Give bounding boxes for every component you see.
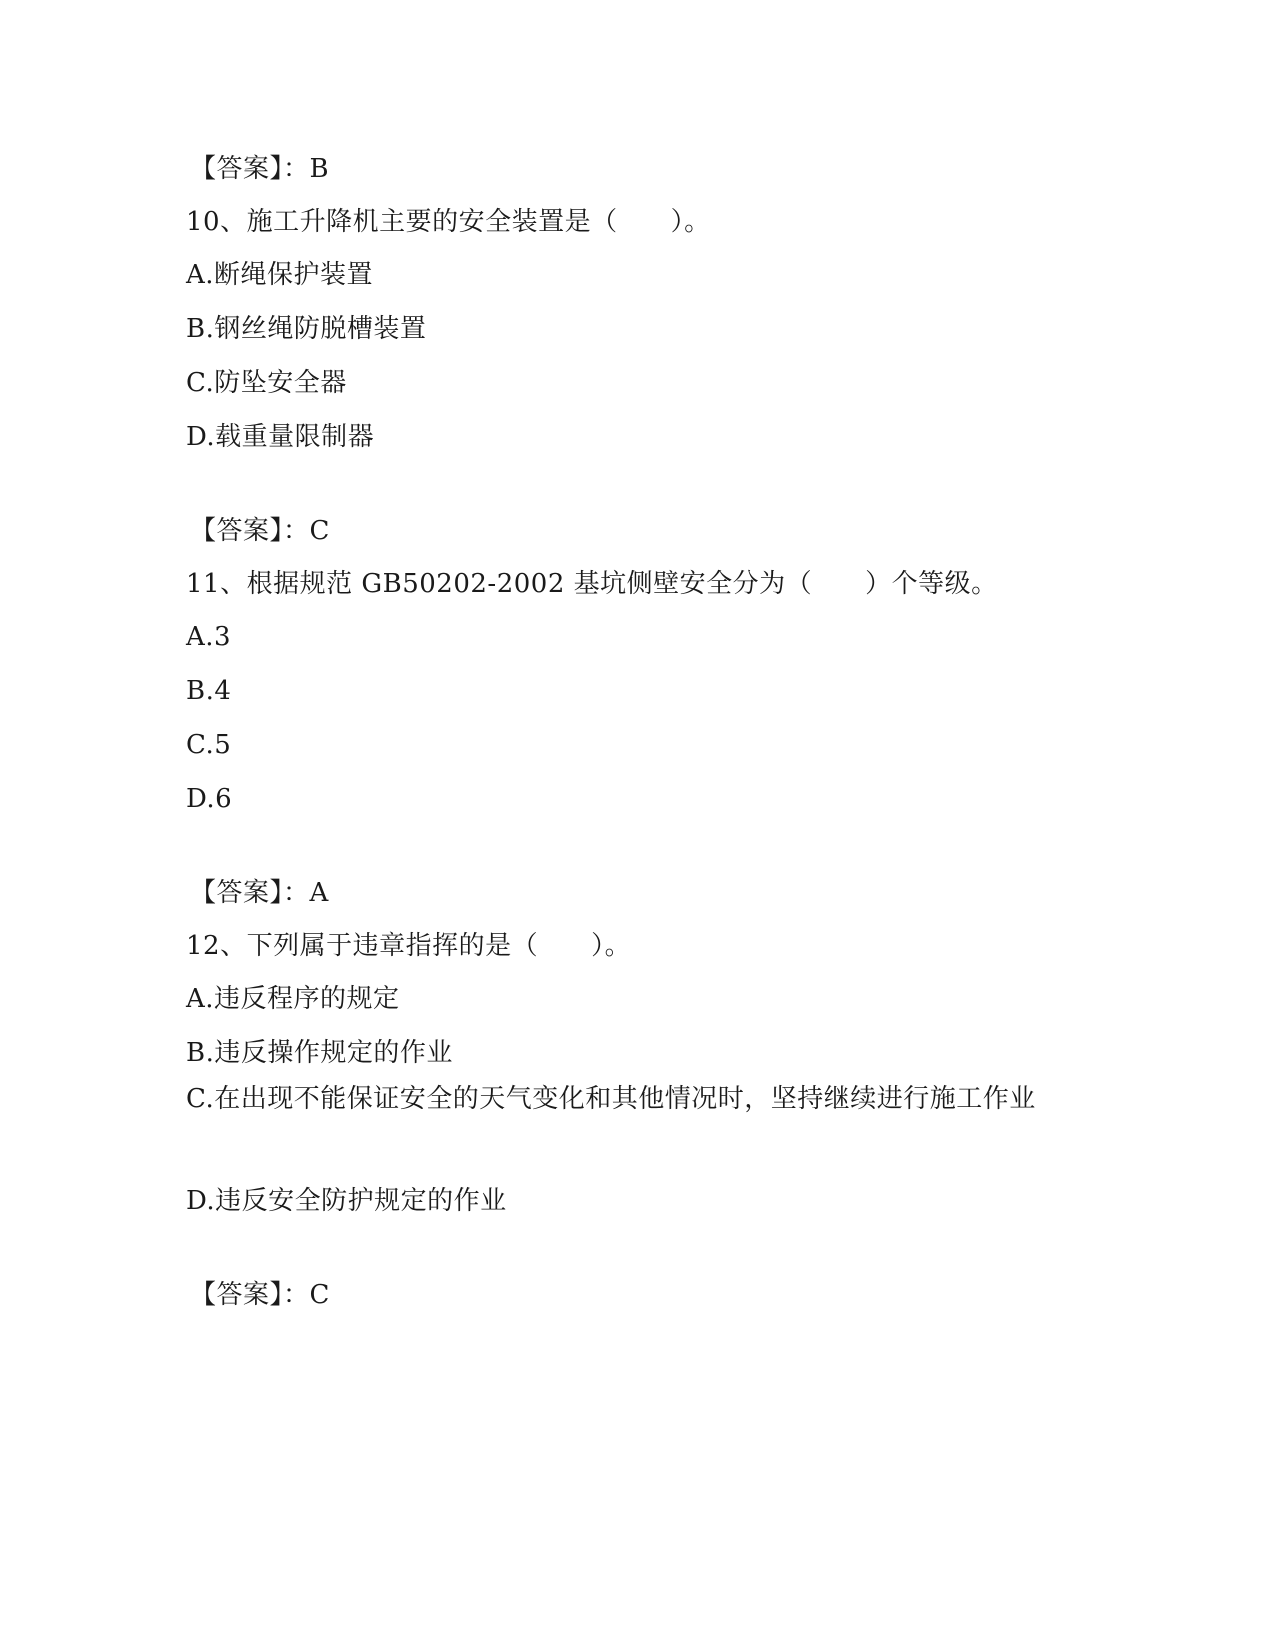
answer-10: 【答案】：C	[190, 516, 330, 546]
question-10: 10、施工升降机主要的安全装置是（ ）。	[186, 207, 711, 237]
question-11: 11、根据规范 GB50202-2002 基坑侧壁安全分为（ ）个等级。	[186, 569, 998, 599]
option-12-d: D.违反安全防护规定的作业	[186, 1186, 507, 1216]
question-12: 12、下列属于违章指挥的是（ ）。	[186, 931, 632, 961]
answer-12: 【答案】：C	[190, 1280, 330, 1310]
option-11-a: A.3	[186, 622, 232, 652]
answer-11: 【答案】：A	[190, 878, 329, 908]
option-10-b: B.钢丝绳防脱槽装置	[186, 314, 427, 344]
option-11-c: C.5	[186, 730, 232, 760]
option-12-a: A.违反程序的规定	[186, 984, 400, 1014]
option-11-b: B.4	[186, 676, 232, 706]
option-12-c: C.在出现不能保证安全的天气变化和其他情况时，坚持继续进行施工作业	[186, 1084, 1036, 1114]
option-12-b: B.违反操作规定的作业	[186, 1038, 453, 1068]
answer-label: 【答案】：B	[190, 154, 330, 184]
option-10-d: D.载重量限制器	[186, 422, 375, 452]
option-10-c: C.防坠安全器	[186, 368, 347, 398]
option-10-a: A.断绳保护装置	[186, 260, 374, 290]
option-11-d: D.6	[186, 784, 233, 814]
